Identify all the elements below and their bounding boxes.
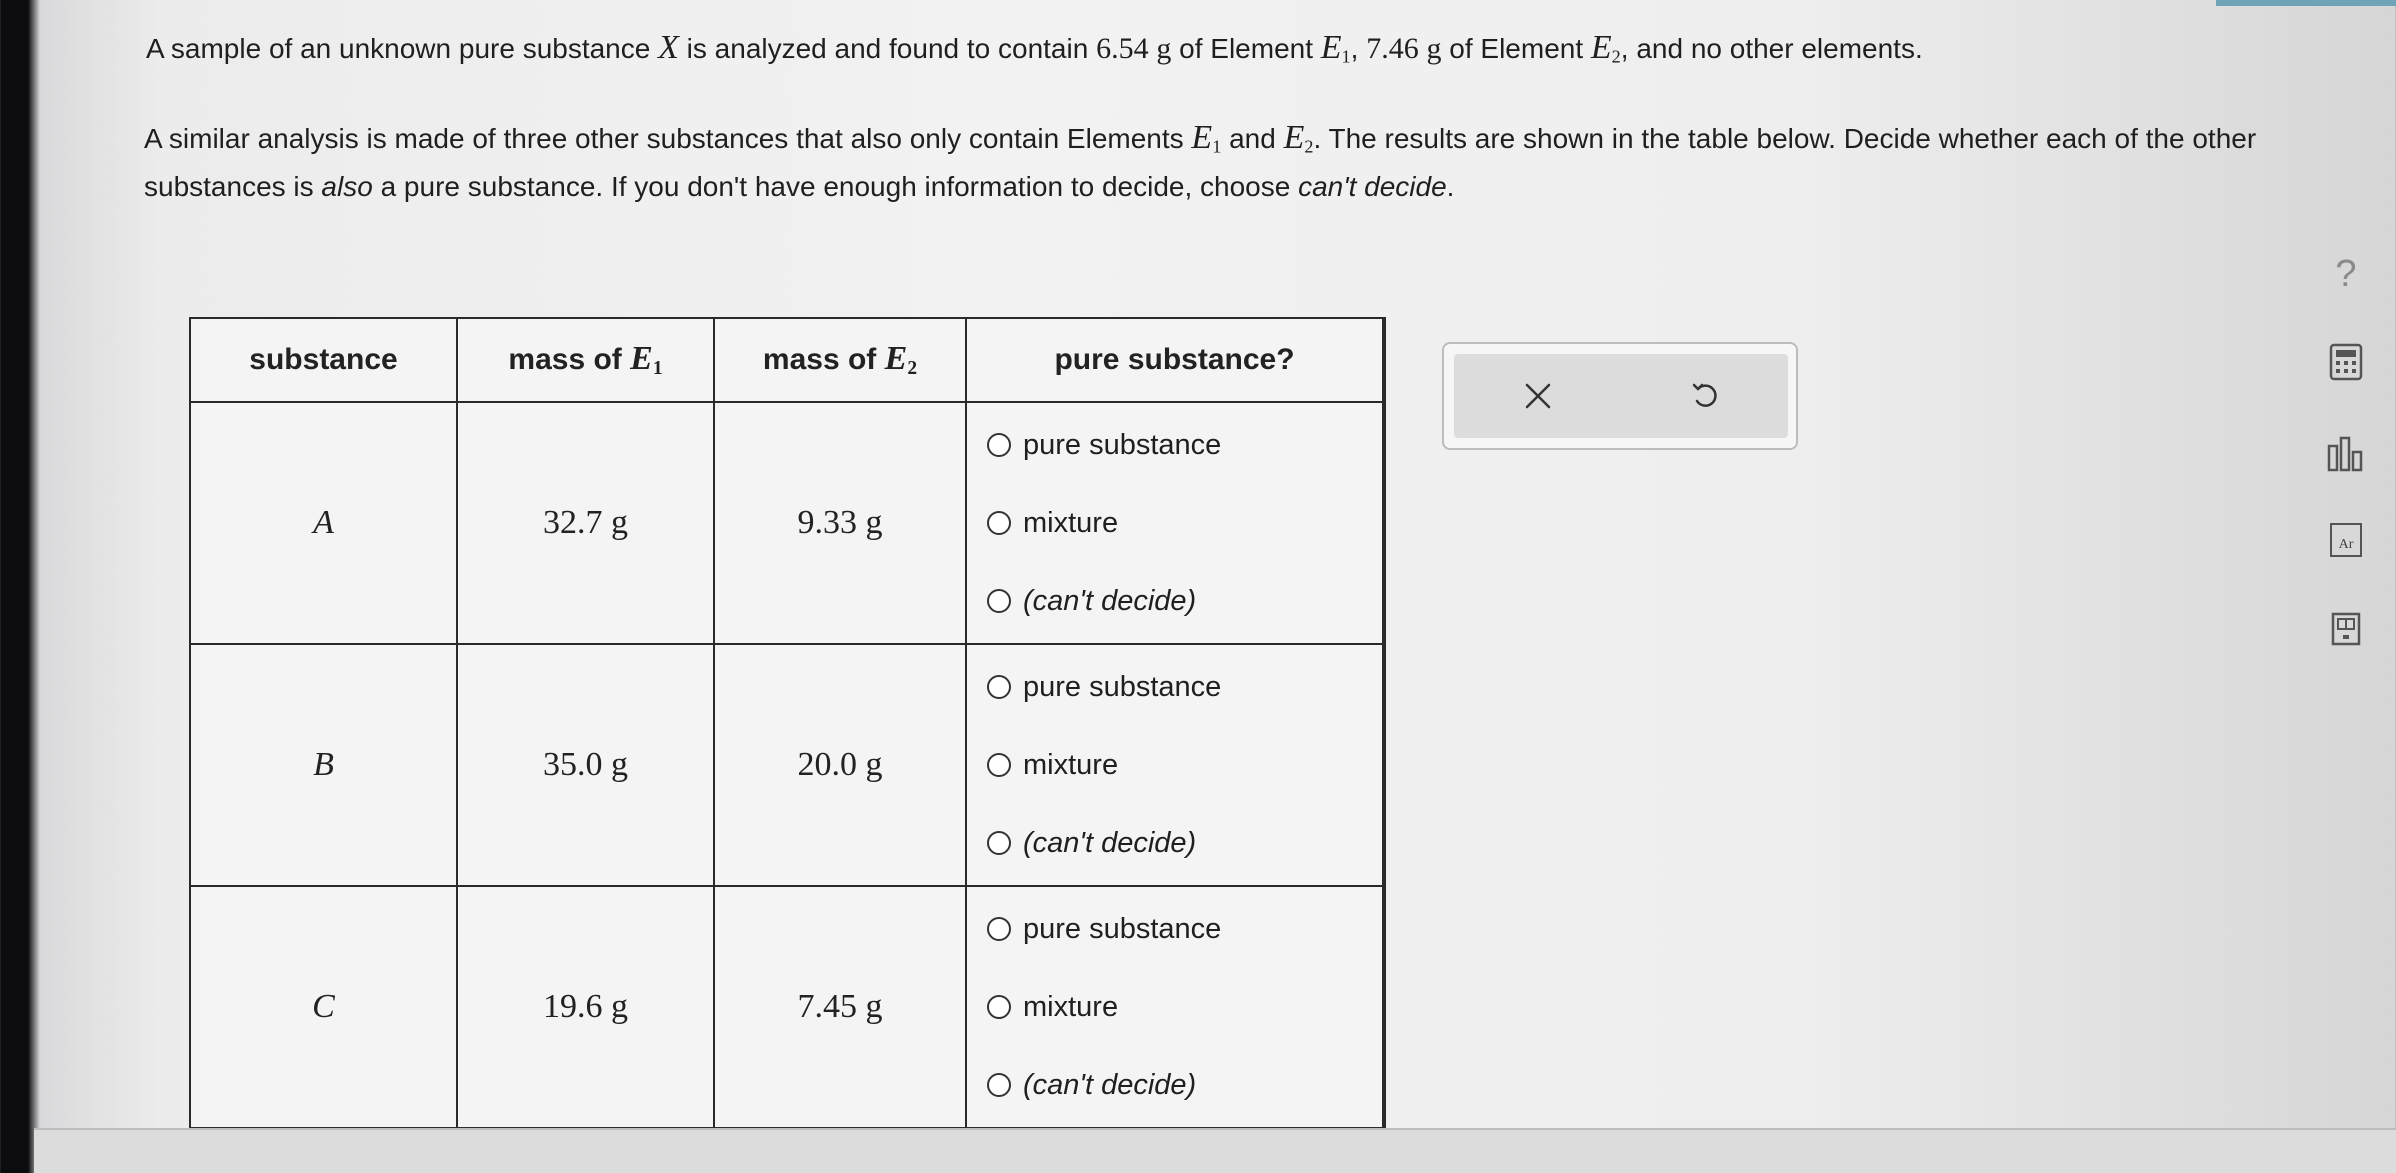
mass-e1-cell: 32.7 g — [457, 402, 714, 644]
table-row — [190, 886, 1384, 1128]
close-icon — [1523, 381, 1553, 411]
periodic-table-icon[interactable]: Ar — [2324, 518, 2368, 562]
options-cell — [966, 886, 1384, 1128]
mass-e2-cell: 20.0 g — [714, 644, 966, 886]
data-book-icon[interactable] — [2324, 608, 2368, 652]
options-cell — [966, 644, 1384, 886]
radio-button[interactable] — [987, 753, 1011, 777]
radio-option-cant-decide[interactable]: (can't decide) — [987, 1046, 1382, 1124]
radio-option-pure[interactable]: pure substance — [987, 890, 1382, 968]
mass-e1-cell: 35.0 g — [457, 644, 714, 886]
radio-option-mixture[interactable]: mixture — [987, 726, 1382, 804]
answer-action-box — [1442, 342, 1798, 450]
top-accent-bar — [2216, 0, 2396, 6]
substance-name: A — [190, 402, 457, 644]
substance-table — [189, 317, 1386, 1129]
table-header-row — [190, 318, 1384, 402]
help-icon[interactable]: ? — [2335, 252, 2357, 295]
page — [34, 0, 2396, 1171]
question-paragraph-2: A similar analysis is made of three other substances that also only contain Elements $E_1$ and $E_2$. The results are shown in the table below. Decide whether each of the other substances is also a pure substance. If you don't have enough information to decide, choose can't decide. — [144, 119, 2257, 202]
radio-option-pure[interactable]: pure substance — [987, 648, 1382, 726]
radio-button[interactable] — [987, 831, 1011, 855]
header-substance: substance — [190, 318, 457, 402]
question-paragraph-1: A sample of an unknown pure substance X is analyzed and found to contain 6.54 g of Element $E_1$, 7.46 g of Element $E_2$, and no other elements. — [146, 29, 1923, 67]
radio-option-mixture[interactable]: mixture — [987, 484, 1382, 562]
mass-e1-cell: 19.6 g — [457, 886, 714, 1128]
substance-name: B — [190, 644, 457, 886]
radio-button[interactable] — [987, 1073, 1011, 1097]
bottom-bar — [34, 1128, 2396, 1173]
radio-button[interactable] — [987, 675, 1011, 699]
calculator-icon[interactable] — [2324, 340, 2368, 384]
mass-value: 7.46 — [1366, 32, 1419, 65]
table-row — [190, 402, 1384, 644]
radio-option-cant-decide[interactable]: (can't decide) — [987, 562, 1382, 640]
radio-button[interactable] — [987, 511, 1011, 535]
radio-button[interactable] — [987, 917, 1011, 941]
substance-name: C — [190, 886, 457, 1128]
variable-x: X — [658, 29, 679, 66]
header-pure-substance: pure substance? — [966, 318, 1384, 402]
options-cell — [966, 402, 1384, 644]
mass-e2-cell: 7.45 g — [714, 886, 966, 1128]
radio-option-cant-decide[interactable]: (can't decide) — [987, 804, 1382, 882]
radio-option-mixture[interactable]: mixture — [987, 968, 1382, 1046]
radio-option-pure[interactable]: pure substance — [987, 406, 1382, 484]
radio-button[interactable] — [987, 995, 1011, 1019]
mass-e2-cell: 9.33 g — [714, 402, 966, 644]
undo-icon — [1689, 380, 1721, 412]
bar-chart-icon[interactable] — [2324, 432, 2368, 476]
mass-value: 6.54 — [1096, 32, 1149, 65]
radio-button[interactable] — [987, 433, 1011, 457]
action-buttons — [1454, 354, 1788, 438]
clear-button[interactable] — [1454, 354, 1621, 438]
radio-button[interactable] — [987, 589, 1011, 613]
header-mass-e2: mass of $E_2$ — [714, 318, 966, 402]
header-mass-e1: mass of $E_1$ — [457, 318, 714, 402]
table-row — [190, 644, 1384, 886]
undo-button[interactable] — [1621, 354, 1788, 438]
